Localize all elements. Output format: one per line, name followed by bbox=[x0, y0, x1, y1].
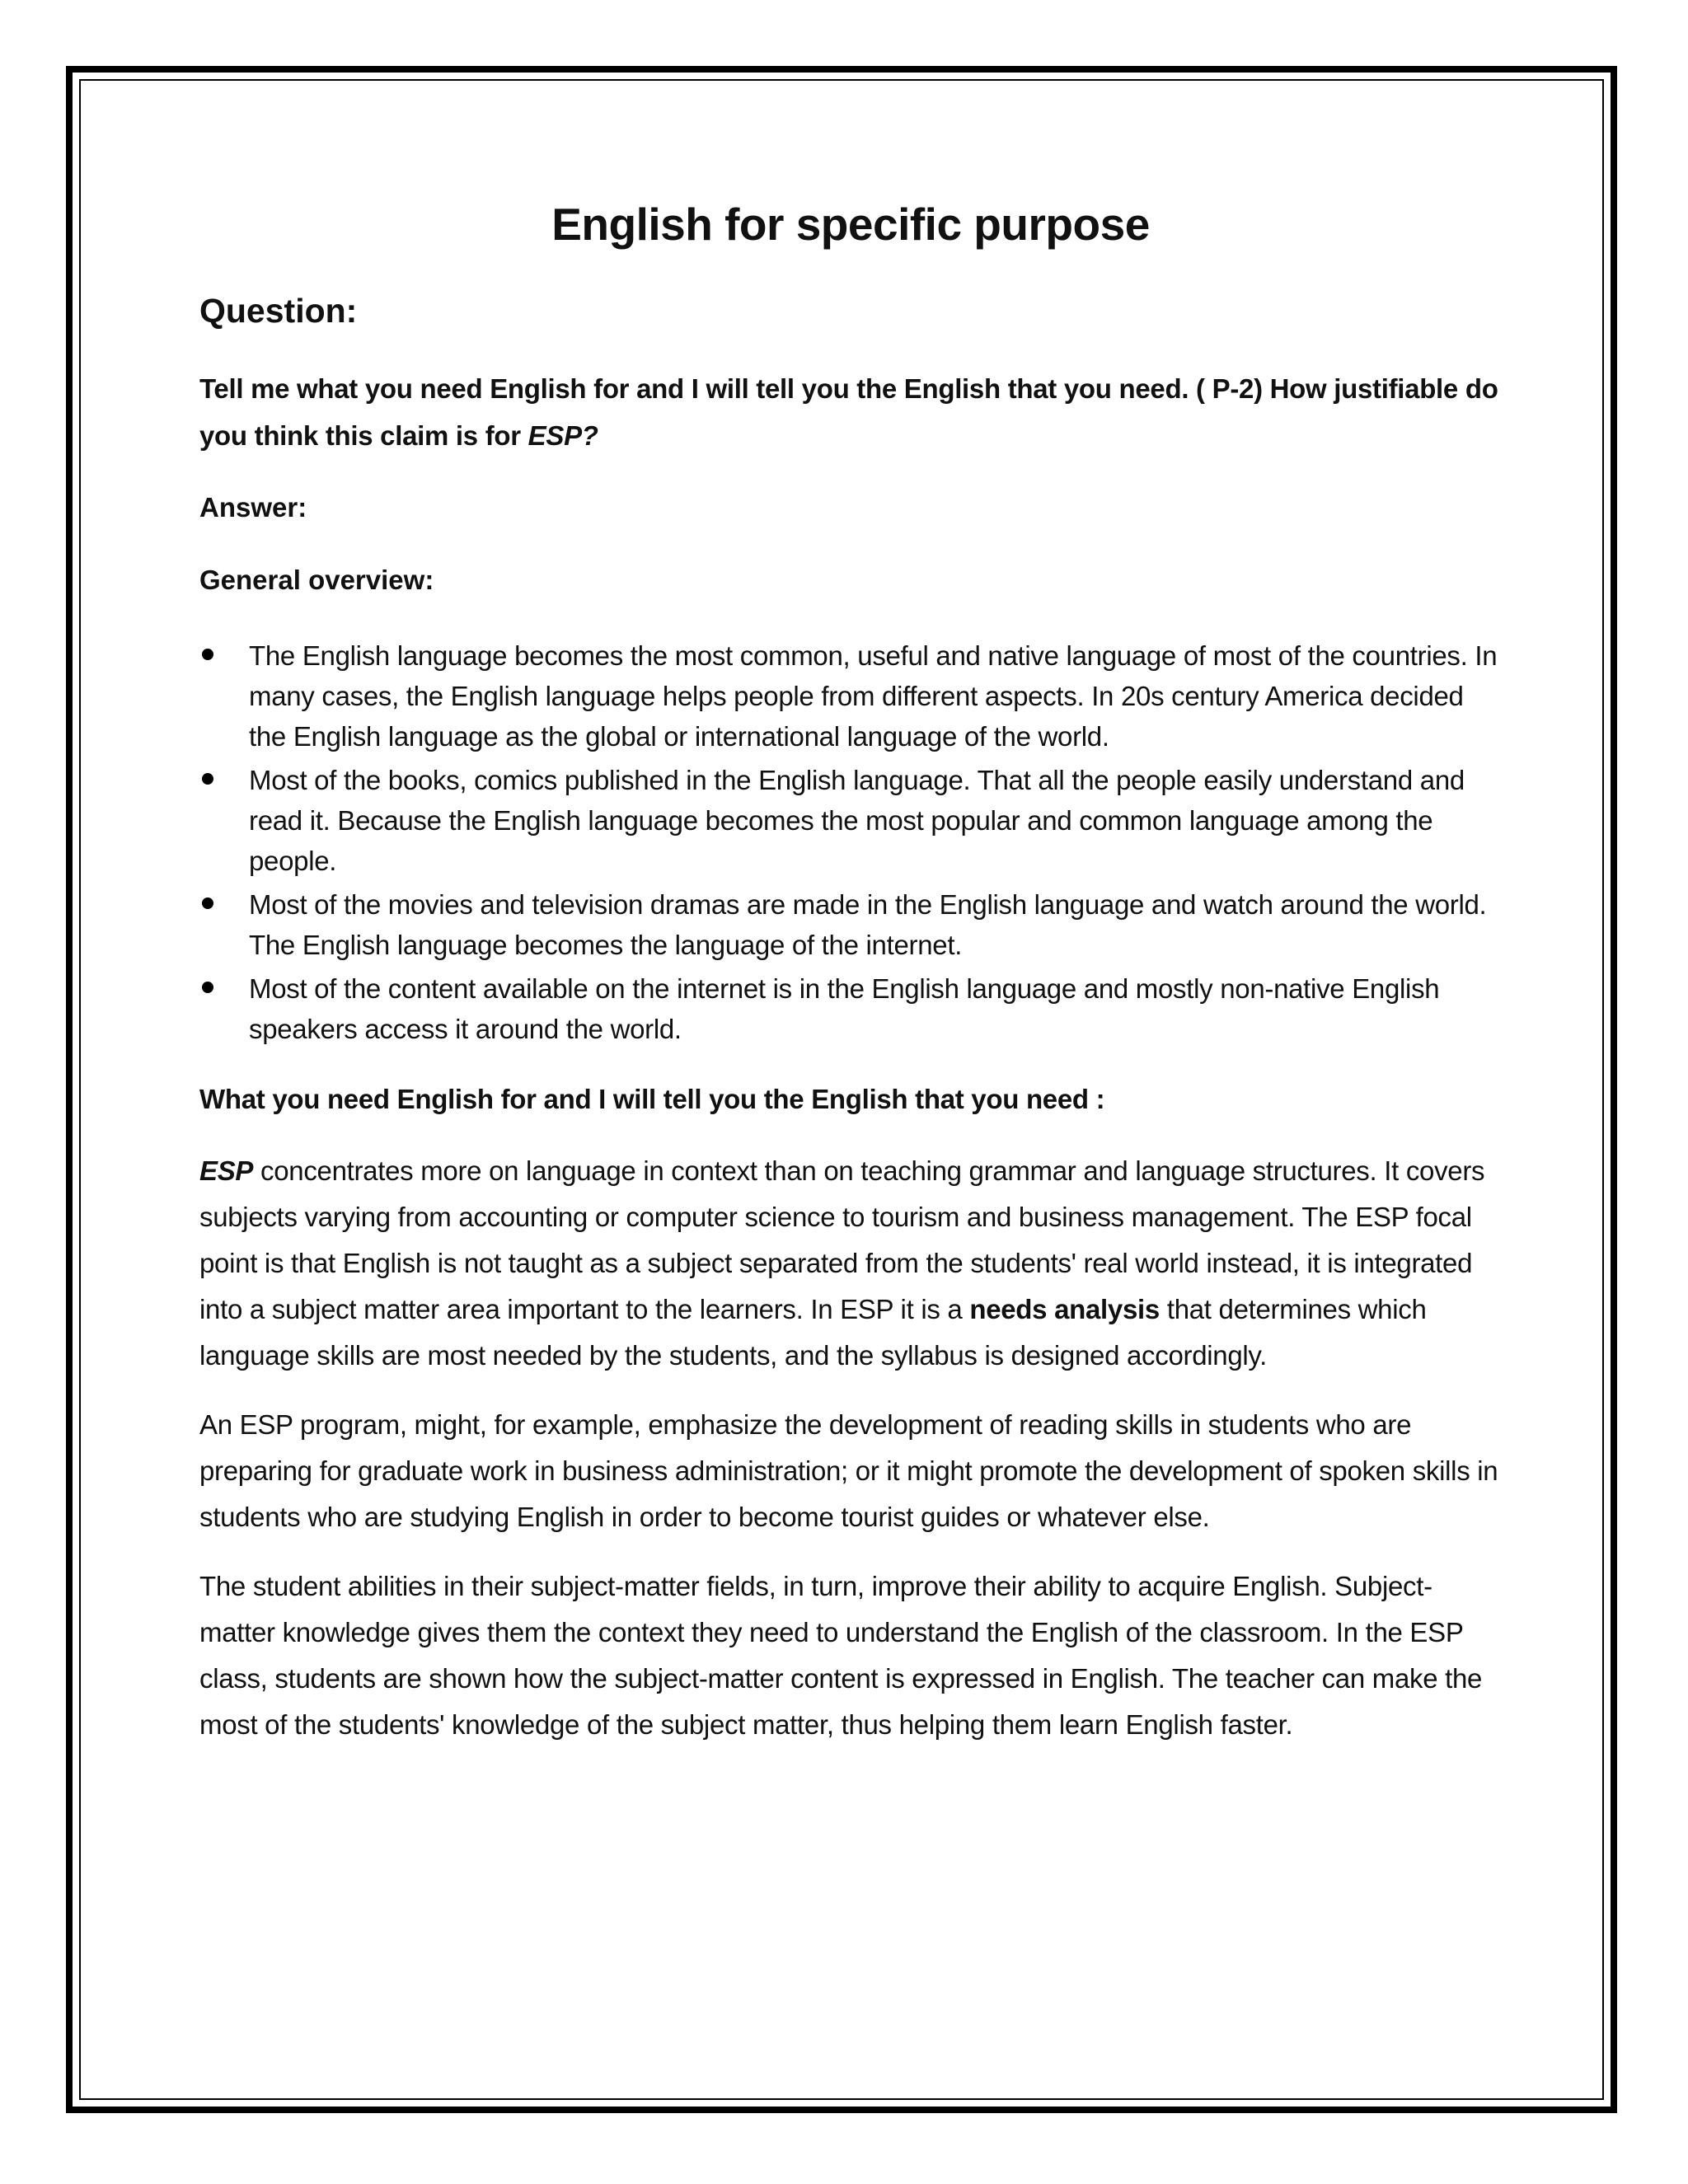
overview-bullet-list bbox=[199, 635, 1502, 1049]
bullet-text: Most of the movies and television dramas are made in the English language and watch around the world. The English language becomes the language of the internet. bbox=[249, 889, 1487, 960]
bullet-item bbox=[199, 635, 1502, 757]
needs-analysis-term: needs analysis bbox=[969, 1294, 1160, 1324]
paragraph-esp-program: An ESP program, might, for example, emphasize the development of reading skills in students who are preparing for graduate work in business administration; or it might promote the development of spoken skills in students who are studying English in order to become tourist guides or whatever else. bbox=[199, 1409, 1498, 1532]
document-title: English for specific purpose bbox=[551, 199, 1150, 250]
bullet-icon bbox=[202, 982, 213, 993]
answer-heading: Answer: bbox=[199, 492, 307, 523]
paragraph-text: that determines which language skills are most needed by the students, and the syllabus is designed accordingly. bbox=[199, 1294, 1427, 1371]
esp-term: ESP bbox=[199, 1155, 254, 1186]
document-body bbox=[199, 198, 1502, 1771]
bullet-item bbox=[199, 968, 1502, 1049]
paragraph-text: concentrates more on language in context than on teaching grammar and language structures. It covers subjects varying from accounting or computer science to tourism and business management. The ESP focal point is that English is not taught as a subject separated from the students' real world instead, it is integrated into a subject matter area important to the learners. In ESP it is a bbox=[199, 1155, 1485, 1324]
paragraph-esp-definition bbox=[199, 1148, 1502, 1379]
bullet-text: The English language becomes the most common, useful and native language of most of the countries. In many cases, the English language helps people from different aspects. In 20s century America decided the English language as the global or international language of the world. bbox=[249, 640, 1498, 752]
overview-heading: General overview: bbox=[199, 565, 434, 595]
question-text-main: Tell me what you need English for and I will tell you the English that you need. ( P-2) How justifiable do you think this claim is for bbox=[199, 373, 1498, 451]
bullet-text: Most of the books, comics published in the English language. That all the people easily understand and read it. Because the English language becomes the most popular and common language among the people. bbox=[249, 765, 1465, 876]
bullet-text: Most of the content available on the internet is in the English language and mostly non-native English speakers access it around the world. bbox=[249, 973, 1440, 1044]
bullet-icon bbox=[202, 773, 213, 785]
question-text bbox=[199, 365, 1502, 459]
bullet-icon bbox=[202, 898, 213, 909]
bullet-icon bbox=[202, 649, 213, 660]
paragraph-student-abilities: The student abilities in their subject-matter fields, in turn, improve their ability to acquire English. Subject-matter knowledge gives them the context they need to understand the English of the classroom. In the ESP class, students are shown how the subject-matter content is expressed in English. The teacher can make the most of the students' knowledge of the subject matter, thus helping them learn English faster. bbox=[199, 1571, 1483, 1740]
bullet-item bbox=[199, 884, 1502, 965]
question-text-esp: ESP? bbox=[528, 420, 598, 451]
question-heading: Question: bbox=[199, 292, 358, 330]
need-heading: What you need English for and I will tell you the English that you need : bbox=[199, 1084, 1105, 1114]
bullet-item bbox=[199, 760, 1502, 881]
